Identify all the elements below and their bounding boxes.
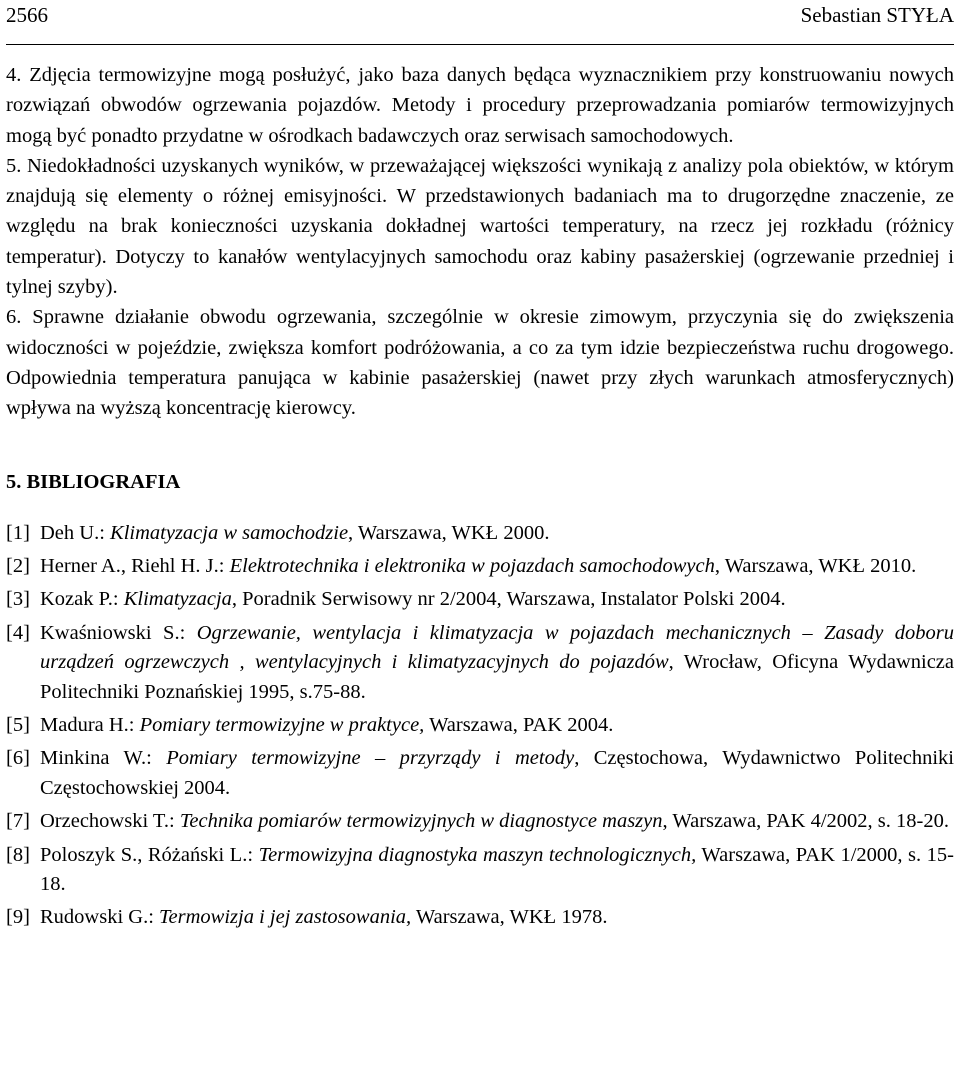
reference-number: [7] bbox=[6, 810, 30, 833]
reference-number: [4] bbox=[6, 621, 30, 644]
running-head bbox=[6, 0, 954, 45]
reference-item bbox=[6, 841, 954, 900]
reference-author: Kozak P.: bbox=[40, 588, 124, 611]
reference-publication: , Warszawa, WKŁ 2000. bbox=[348, 521, 550, 544]
reference-title: Termowizyjna diagnostyka maszyn technologicznych, bbox=[258, 843, 697, 866]
reference-publication: , Wrocław, Oficyna Wydawnicza Politechniki Poznańskiej 1995, s.75-88. bbox=[40, 651, 954, 703]
page bbox=[6, 0, 954, 937]
body-text bbox=[6, 60, 954, 424]
reference-author: Rudowski G.: bbox=[40, 906, 160, 929]
reference-list bbox=[6, 519, 954, 933]
reference-publication: , Częstochowa, Wydawnictwo Politechniki Częstochowskiej 2004. bbox=[40, 747, 955, 799]
reference-number: [1] bbox=[6, 521, 30, 544]
reference-item bbox=[6, 552, 954, 581]
reference-item bbox=[6, 585, 954, 614]
reference-publication: Warszawa, PAK 2004. bbox=[424, 714, 614, 736]
reference-title: Pomiary termowizyjne w praktyce, bbox=[139, 714, 425, 736]
reference-title: Technika pomiarów termowizyjnych w diagnostyce maszyn bbox=[179, 810, 663, 833]
reference-author: Poloszyk S., Różański L.: bbox=[40, 843, 259, 866]
reference-author: Orzechowski T.: bbox=[40, 810, 180, 833]
reference-item bbox=[6, 711, 954, 740]
reference-title: Ogrzewanie, wentylacja i klimatyzacja w pojazdach mechanicznych – Zasady doboru urządzeń ogrzewczych , wentylacyjnych i klimatyzacyjnych do pojazdów bbox=[40, 621, 954, 674]
reference-number: [5] bbox=[6, 714, 30, 736]
reference-publication: , Warszawa, WKŁ 2010. bbox=[714, 554, 917, 577]
reference-number: [8] bbox=[6, 843, 30, 866]
reference-author: Madura H.: bbox=[40, 714, 140, 736]
reference-publication: Warszawa, WKŁ 1978. bbox=[411, 906, 608, 929]
reference-item bbox=[6, 619, 954, 707]
reference-author: Kwaśniowski S.: bbox=[40, 621, 197, 644]
conclusion-paragraph-5: 5. Niedokładności uzyskanych wyników, w przeważającej większości wynikają z analizy pola obiektów, w którym znajdują się elementy o różnej emisyjności. W przedstawionych badaniach ma to drugorzędne znaczenie, ze względu na brak konieczności uzyskania dokładnej wartości temperatury, na rzecz jej rozkładu (różnicy temperatur). Dotyczy to kanałów wentylacyjnych samochodu oraz kabiny pasażerskiej (ogrzewanie przedniej i tylnej szyby). bbox=[6, 154, 954, 299]
conclusion-paragraph-4: 4. Zdjęcia termowizyjne mogą posłużyć, jako baza danych będąca wyznacznikiem przy konstruowaniu nowych rozwiązań obwodów ogrzewania pojazdów. Metody i procedury przeprowadzania pomiarów termowizyjnych mogą być ponadto przydatne w ośrodkach badawczych oraz serwisach samochodowych. bbox=[6, 64, 954, 147]
running-head-author: Sebastian STYŁA bbox=[800, 3, 954, 27]
section-title: 5. BIBLIOGRAFIA bbox=[6, 470, 181, 493]
reference-item bbox=[6, 519, 954, 548]
reference-item bbox=[6, 744, 954, 803]
reference-item bbox=[6, 903, 954, 932]
page-number: 2566 bbox=[6, 3, 48, 27]
reference-item bbox=[6, 807, 954, 836]
reference-publication: , Poradnik Serwisowy nr 2/2004, Warszawa, Instalator Polski 2004. bbox=[231, 588, 786, 611]
reference-title: Klimatyzacja bbox=[123, 588, 232, 611]
reference-title: Pomiary termowizyjne – przyrządy i metody bbox=[166, 747, 575, 770]
reference-author: Herner A., Riehl H. J.: bbox=[40, 554, 230, 577]
reference-number: [9] bbox=[6, 906, 30, 929]
reference-title: Termowizja i jej zastosowania, bbox=[159, 906, 412, 929]
reference-title: Klimatyzacja w samochodzie bbox=[110, 521, 349, 544]
conclusion-paragraph-6: 6. Sprawne działanie obwodu ogrzewania, szczególnie w okresie zimowym, przyczynia się do zwiększenia widoczności w pojeździe, zwiększa komfort podróżowania, a co za tym idzie bezpieczeństwa ruchu drogowego. Odpowiednia temperatura panująca w kabinie pasażerskiej (nawet przy złych warunkach atmosferycznych) wpływa na wyższą koncentrację kierowcy. bbox=[6, 306, 954, 420]
reference-author: Minkina W.: bbox=[40, 747, 167, 770]
reference-number: [2] bbox=[6, 554, 30, 577]
reference-title: Elektrotechnika i elektronika w pojazdach samochodowych bbox=[229, 554, 715, 577]
reference-publication: Warszawa, PAK 1/2000, s. 15-18. bbox=[40, 843, 954, 896]
reference-publication: , Warszawa, PAK 4/2002, s. 18-20. bbox=[662, 810, 949, 833]
reference-author: Deh U.: bbox=[40, 521, 111, 544]
reference-number: [3] bbox=[6, 588, 30, 611]
reference-number: [6] bbox=[6, 747, 30, 770]
